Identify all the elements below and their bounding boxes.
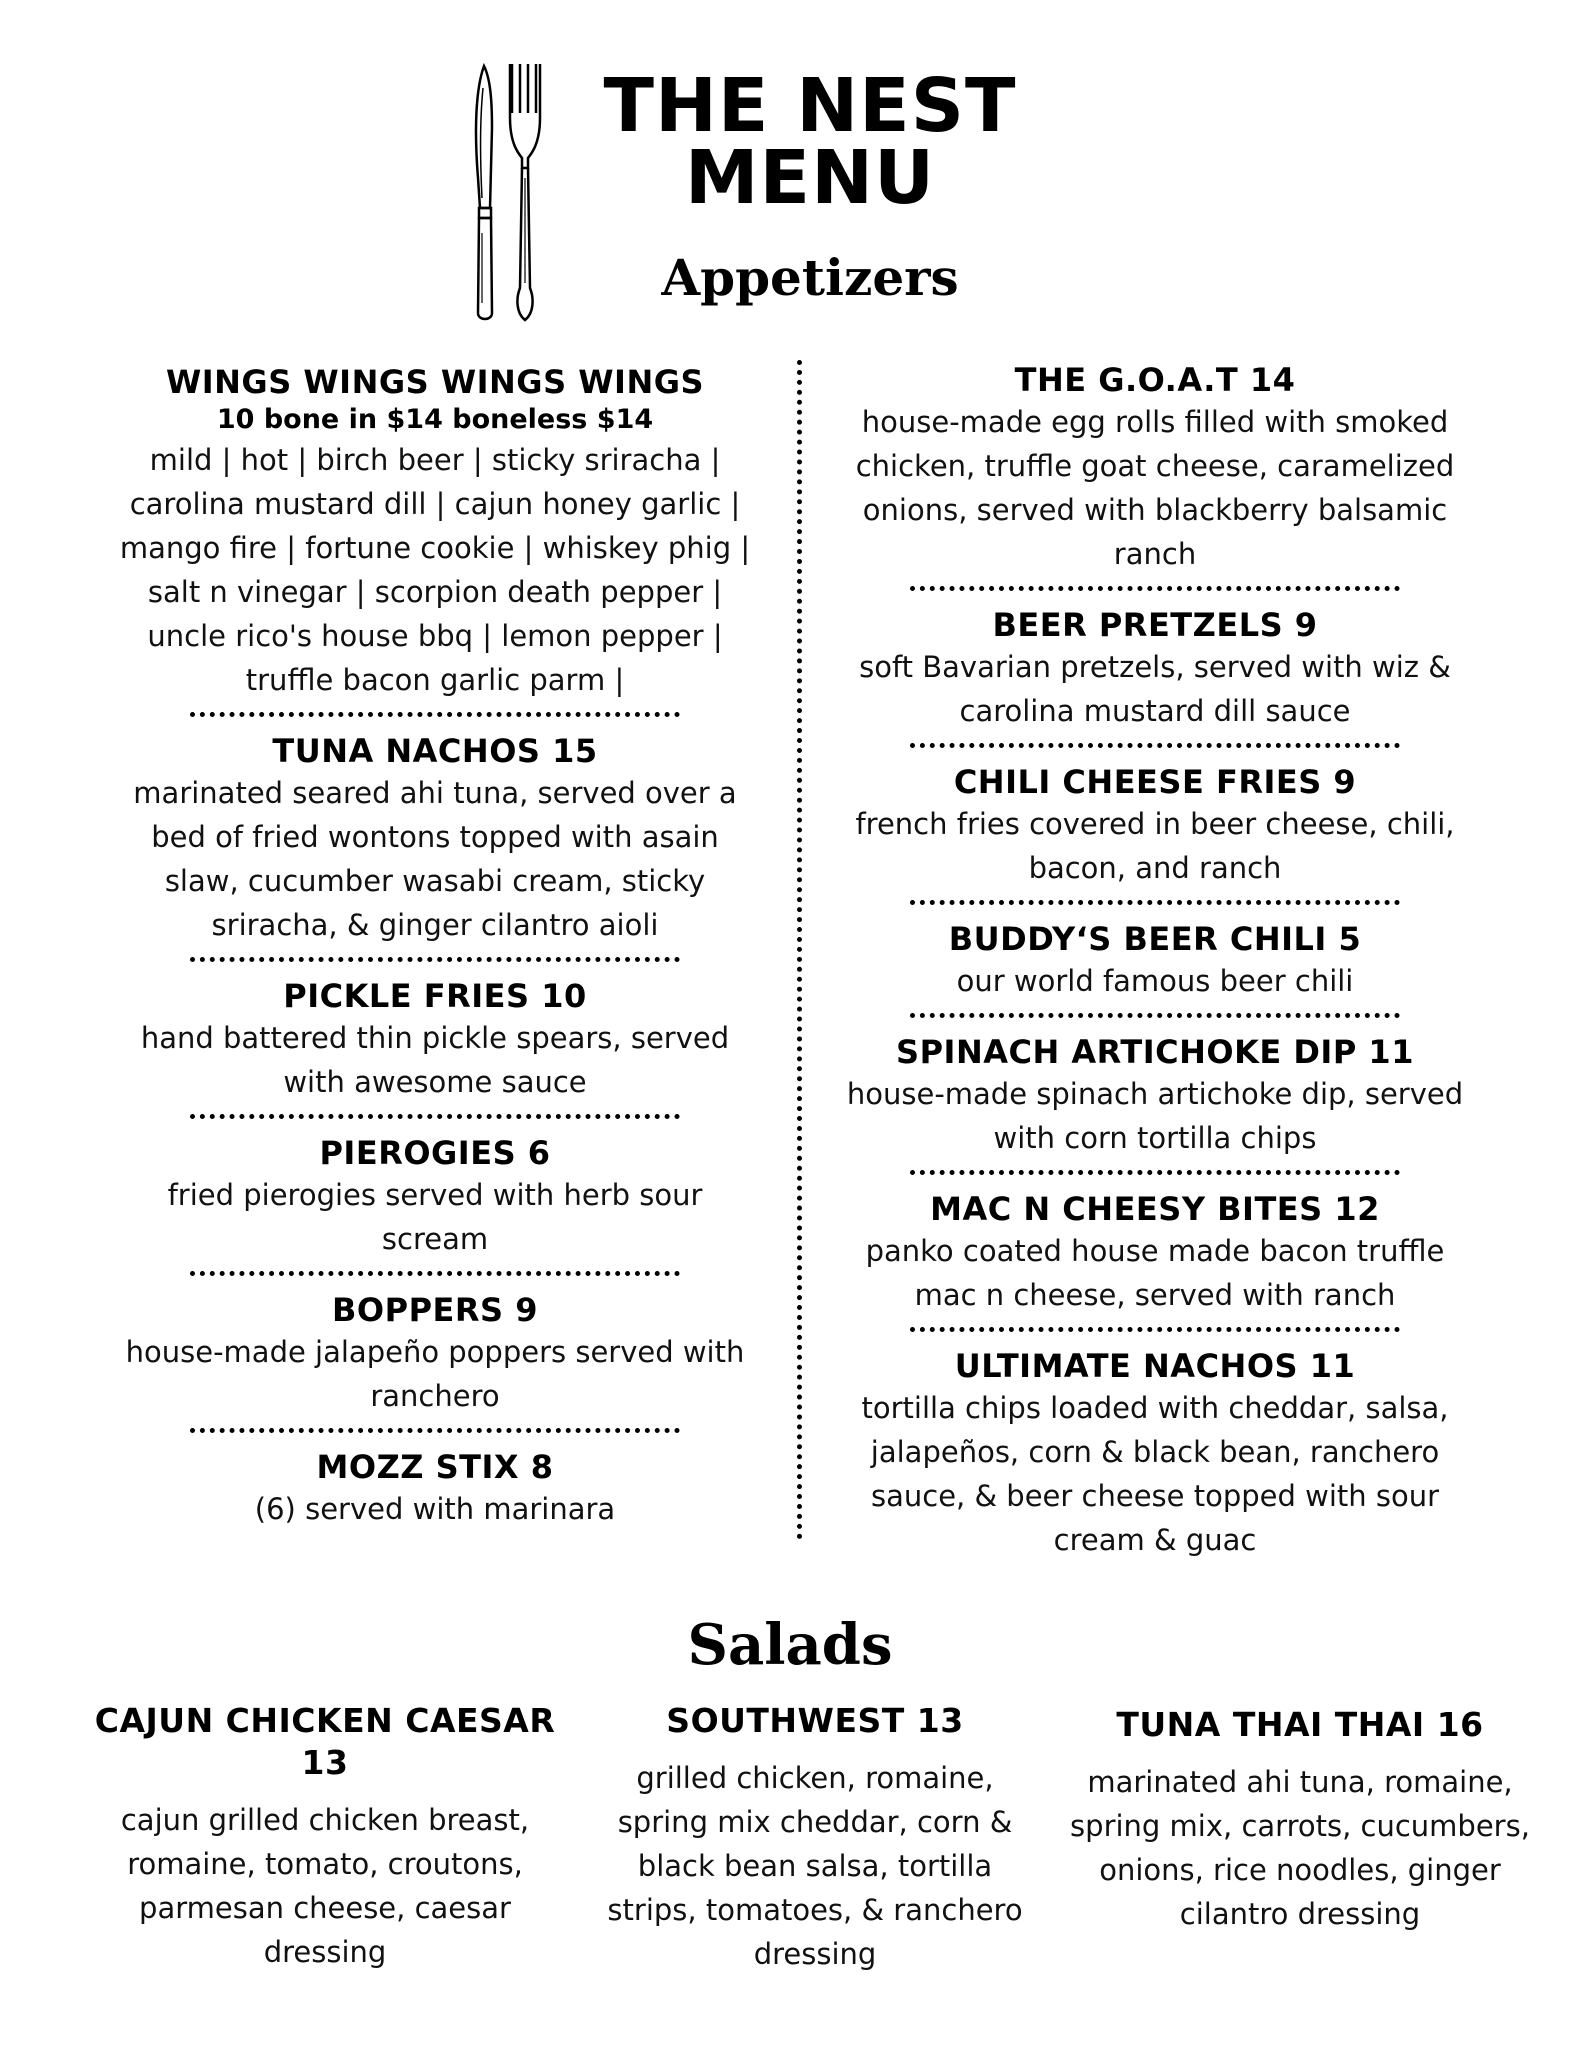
item-name: PICKLE FRIES 10	[283, 977, 587, 1015]
menu-item-pickle-fries	[100, 976, 770, 1104]
item-description: hand battered thin pickle spears, served with awesome sauce	[140, 1021, 730, 1099]
item-name: BUDDY‘S BEER CHILI 5	[948, 920, 1362, 958]
item-description: tortilla chips loaded with cheddar, salsa, jalapeños, corn & black bean, ranchero sauce, & beer cheese topped with sour cream & guac	[861, 1391, 1449, 1557]
item-description: french fries covered in beer cheese, chili, bacon, and ranch	[855, 807, 1455, 885]
item-pricing: 10 bone in $14 boneless $14	[216, 404, 654, 435]
item-description: mild | hot | birch beer | sticky sriracha | carolina mustard dill | cajun honey garlic | mango fire | fortune cookie | whiskey phig | salt n vinegar | scorpion death pepper | uncle rico's house bbq | lemon pepper | truffle bacon garlic parm |	[119, 443, 751, 697]
item-name: TUNA NACHOS 15	[272, 732, 598, 770]
item-description: house-made jalapeño poppers served with ranchero	[125, 1335, 745, 1413]
menu-item-mozz-stix	[100, 1447, 770, 1531]
dotted-separator	[910, 743, 1400, 748]
menu-item-chili-cheese-fries	[820, 762, 1490, 890]
item-name: CHILI CHEESE FRIES 9	[953, 763, 1357, 801]
menu-item-beer-pretzels	[820, 605, 1490, 733]
appetizers-right-column	[820, 360, 1490, 1562]
item-description: house-made egg rolls filled with smoked chicken, truffle goat cheese, caramelized onions, served with blackberry balsamic ranch	[855, 405, 1455, 571]
knife-and-fork-icon	[470, 58, 550, 328]
item-description: marinated ahi tuna, romaine, spring mix, carrots, cucumbers, onions, rice noodles, ginger cilantro dressing	[1070, 1765, 1530, 1931]
item-name: MAC N CHEESY BITES 12	[930, 1190, 1380, 1228]
item-name: BEER PRETZELS 9	[992, 606, 1318, 644]
menu-item-wings	[100, 362, 770, 702]
menu-item-goat	[820, 360, 1490, 576]
salad-southwest	[580, 1700, 1050, 1976]
item-description: our world famous beer chili	[956, 964, 1354, 998]
column-divider	[797, 360, 802, 1540]
item-description: grilled chicken, romaine, spring mix cheddar, corn & black bean salsa, tortilla strips, tomatoes, & ranchero dressing	[607, 1761, 1023, 1971]
menu-item-tuna-nachos	[100, 731, 770, 947]
appetizers-heading: Appetizers	[661, 248, 959, 307]
title-line-1: THE NEST	[603, 63, 1017, 149]
item-description: cajun grilled chicken breast, romaine, tomato, croutons, parmesan cheese, caesar dressing	[120, 1803, 530, 1969]
item-description: soft Bavarian pretzels, served with wiz & carolina mustard dill sauce	[859, 650, 1451, 728]
dotted-separator	[910, 1170, 1400, 1175]
dotted-separator	[910, 1013, 1400, 1018]
dotted-separator	[190, 1114, 680, 1119]
dotted-separator	[910, 586, 1400, 591]
item-name: WINGS WINGS WINGS WINGS	[165, 363, 705, 401]
menu-item-pierogies	[100, 1133, 770, 1261]
item-name: TUNA THAI THAI 16	[1116, 1705, 1484, 1744]
menu-item-mac-bites	[820, 1189, 1490, 1317]
item-description: (6) served with marinara	[254, 1492, 616, 1526]
appetizers-left-column	[100, 362, 770, 1531]
salad-tuna-thai	[1040, 1704, 1560, 1936]
item-name: THE G.O.A.T 14	[1014, 361, 1296, 399]
item-name: SOUTHWEST 13	[666, 1701, 964, 1740]
item-name: PIEROGIES 6	[319, 1134, 551, 1172]
item-name: SPINACH ARTICHOKE DIP 11	[896, 1033, 1414, 1071]
title-line-2: MENU	[684, 135, 936, 221]
item-description: house-made spinach artichoke dip, served with corn tortilla chips	[846, 1077, 1464, 1155]
menu-item-beer-chili	[820, 919, 1490, 1003]
menu-item-boppers	[100, 1290, 770, 1418]
item-name: CAJUN CHICKEN CAESAR 13	[94, 1701, 556, 1782]
salads-heading: Salads	[687, 1612, 893, 1678]
item-description: marinated seared ahi tuna, served over a bed of fried wontons topped with asain slaw, cucumber wasabi cream, sticky sriracha, & ginger cilantro aioli	[133, 776, 737, 942]
dotted-separator	[910, 1327, 1400, 1332]
menu-item-ultimate-nachos	[820, 1346, 1490, 1562]
dotted-separator	[190, 1271, 680, 1276]
item-name: MOZZ STIX 8	[316, 1448, 554, 1486]
item-name: BOPPERS 9	[332, 1291, 538, 1329]
dotted-separator	[190, 957, 680, 962]
item-name: ULTIMATE NACHOS 11	[954, 1347, 1356, 1385]
menu-title	[590, 63, 1030, 221]
item-description: panko coated house made bacon truffle mac n cheese, served with ranch	[865, 1234, 1445, 1312]
item-description: fried pierogies served with herb sour scream	[167, 1178, 703, 1256]
menu-item-spinach-dip	[820, 1032, 1490, 1160]
salad-cajun-caesar	[70, 1700, 580, 1974]
dotted-separator	[190, 1428, 680, 1433]
dotted-separator	[190, 712, 680, 717]
dotted-separator	[910, 900, 1400, 905]
